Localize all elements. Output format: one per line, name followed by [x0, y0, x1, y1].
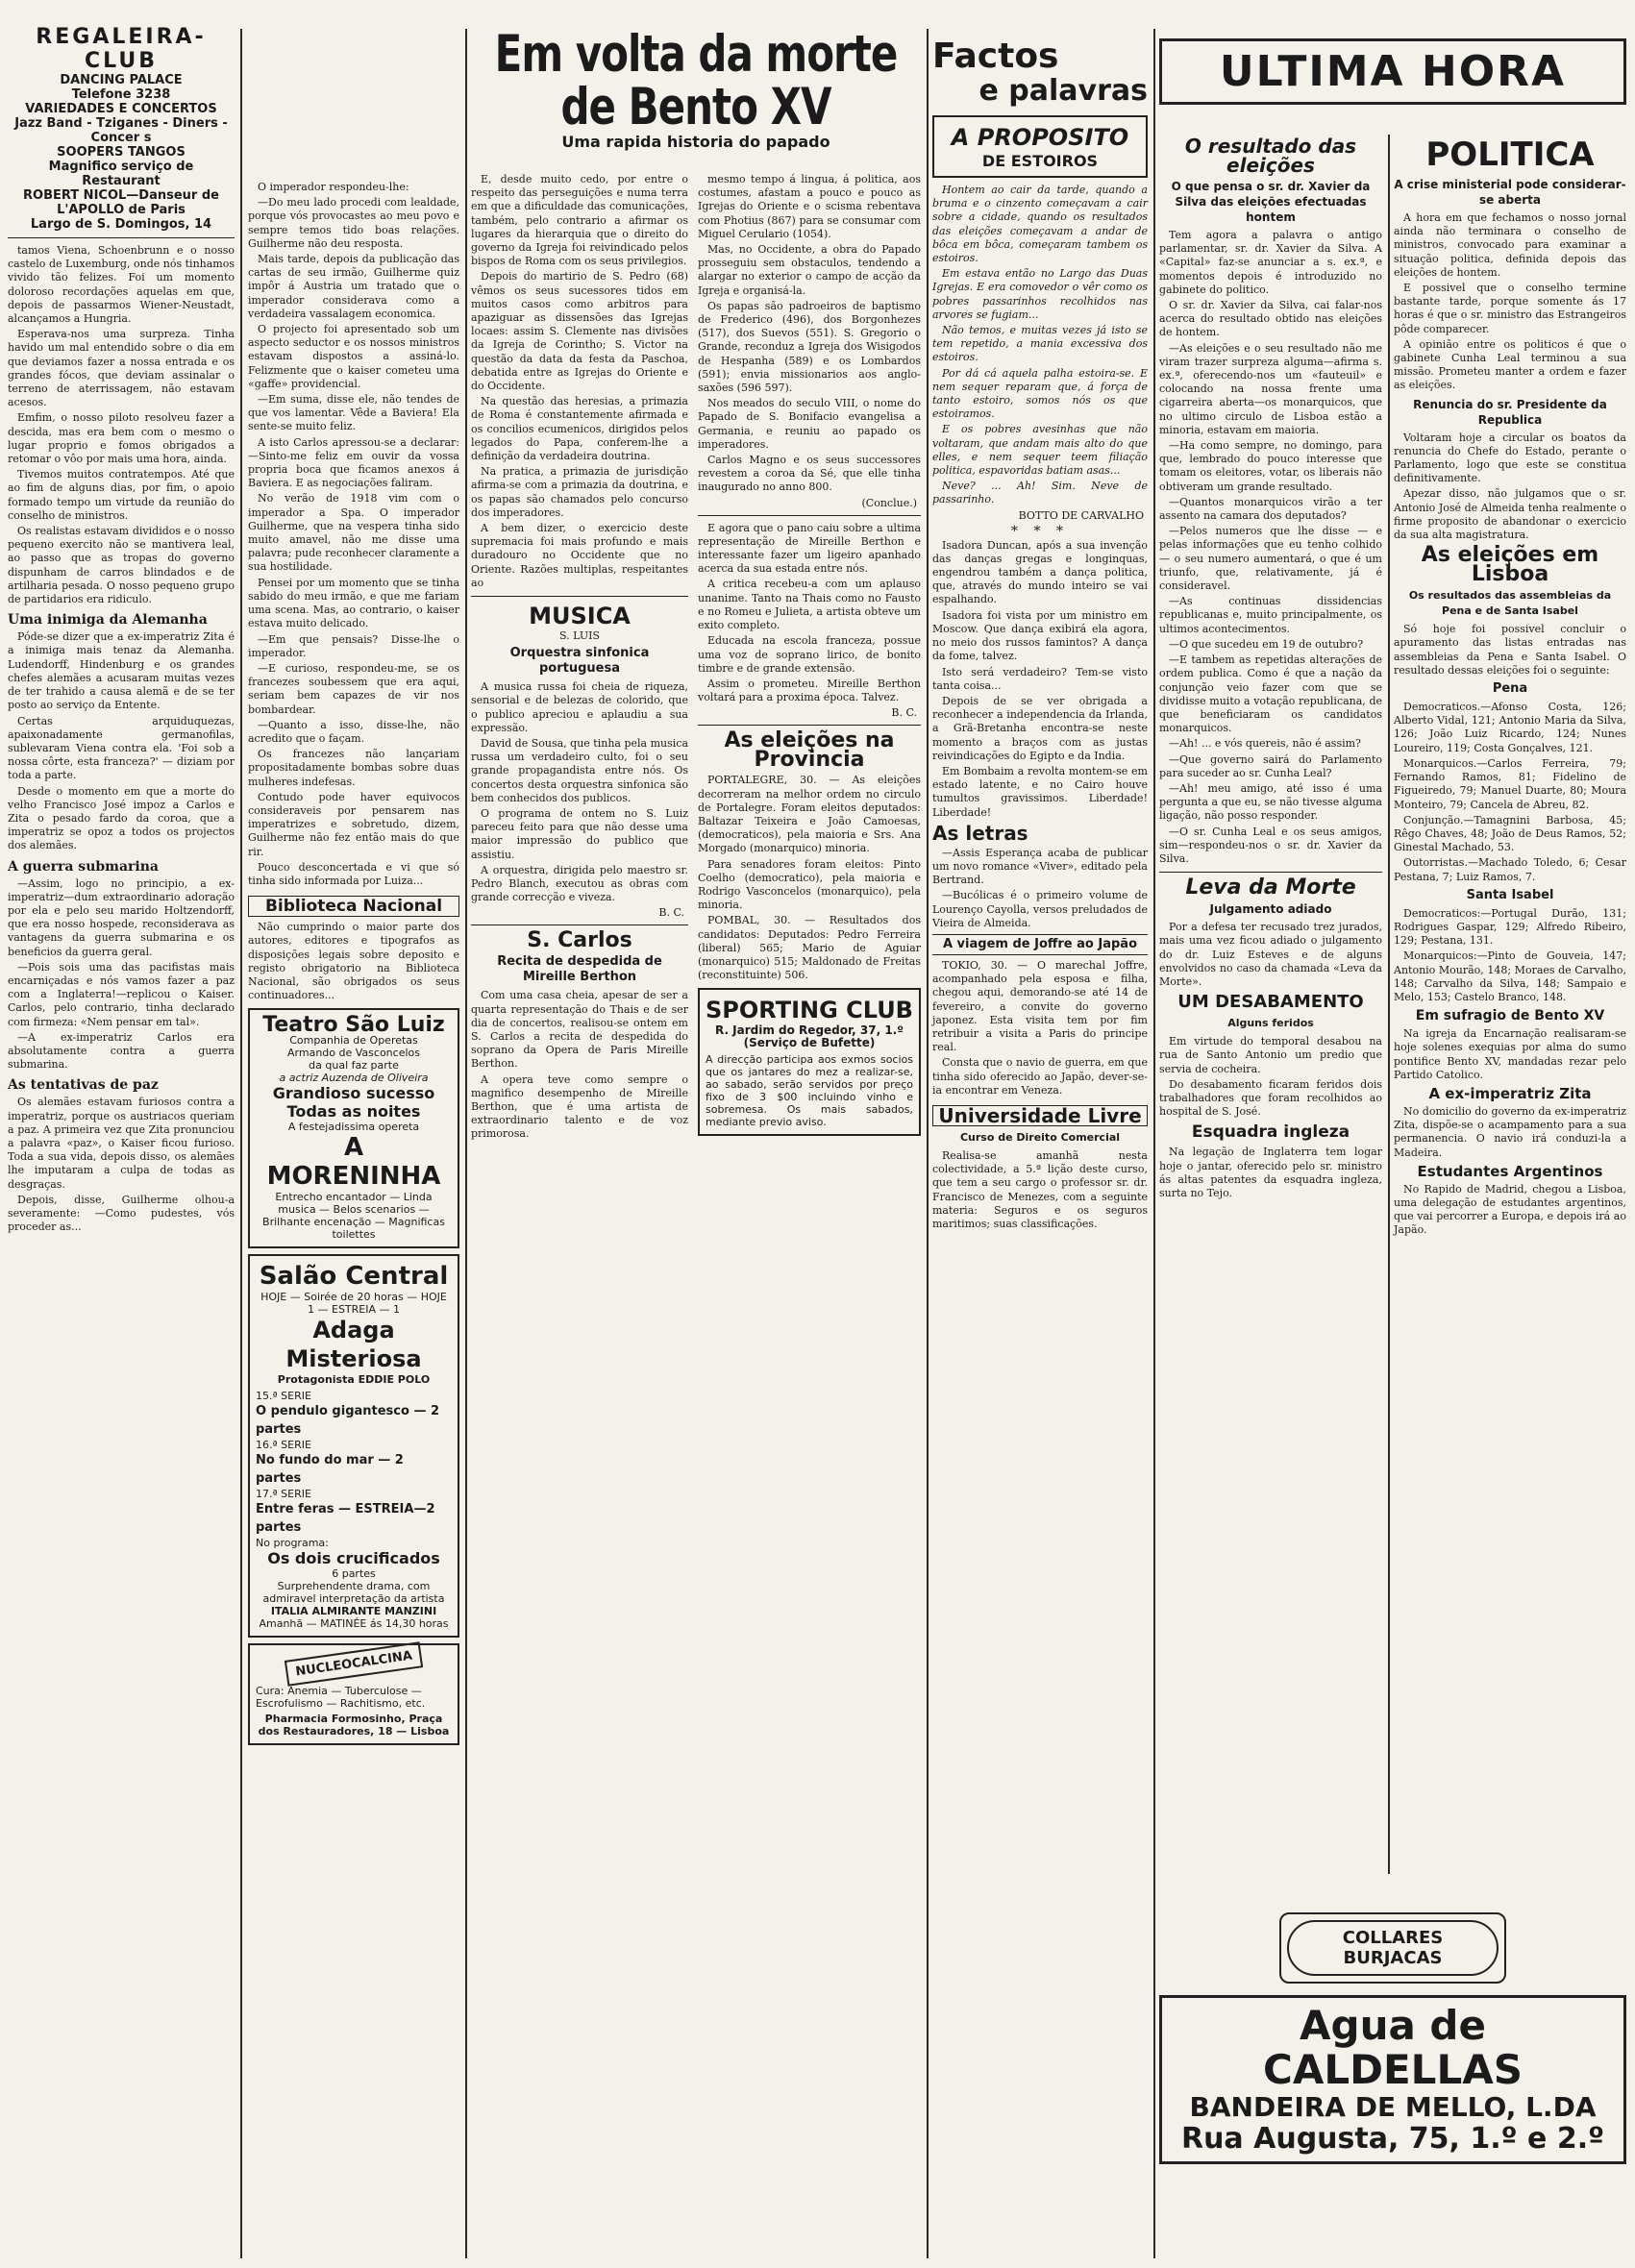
ad-item: ITALIA ALMIRANTE MANZINI [270, 1605, 437, 1618]
signature: (Conclue.) [861, 496, 917, 509]
paragraph: Só hoje foi possivel concluir o apuramento das listas entradas nas assembleias da Pena e Santa Isabel. O resultado dessas eleições foi o seguinte: [1394, 623, 1626, 677]
ad-line: da qual faz parte [309, 1059, 399, 1072]
paragraph: Nos meados do seculo VIII, o nome do Papado de S. Bonifacio evangelisa a Germania, e reuniu ao papado os imperadores. [698, 397, 921, 451]
estudantes-heading: Estudantes Argentinos [1417, 1162, 1603, 1180]
regaleira-line: SOOPERS TANGOS [57, 145, 186, 160]
paragraph: Depois de se ver obrigada a reconhecer a independencia da Irlanda, a Grã-Bretanha encontra-se neste momento a braços com as justas reivindicações do Egipto e da India. [932, 694, 1148, 762]
paragraph: Em virtude do temporal desabou na rua de Santo Antonio um predio que servia de cocheira. [1159, 1035, 1382, 1075]
politica-heading: POLITICA [1425, 136, 1595, 174]
paragraph: Monarquicos.—Carlos Ferreira, 79; Fernando Ramos, 81; Fidelino de Figueiredo, 79; Manuel Duarte, 80; Moura Monteiro, 79; Cancela de Abreu, 82. [1394, 756, 1626, 811]
paragraph: —As eleições e o seu resultado não me viram trazer surpreza alguma—afirma s. ex.ª, oferecendo-nos um «fauteuil» e colocando na nossa frente uma cigarreira aberta—os monarquicos, que no ultimo circulo de Lisboa estão a minoria, estavam em maioria. [1159, 341, 1382, 436]
paragraph: Voltaram hoje a circular os boatos da renuncia do Chefe do Estado, perante o Parlamento, logo que este se constitua definitivamente. [1394, 431, 1626, 485]
paragraph: Em Bombaim a revolta montem-se em estado latente, e no Cairo houve tumultos gravissimos. Liberdade! Liberdade! [932, 764, 1148, 819]
nucleocalcina-logo: NUCLEOCALCINA [285, 1642, 424, 1688]
resultado-heading: O resultado das eleições [1184, 135, 1357, 177]
paragraph: Pensei por um momento que se tinha sabido do meu irmão, e que me fariam uma scena. Mas, ao contrario, o kaiser estava muito delicado. [248, 576, 459, 630]
ad-title: SPORTING CLUB [706, 997, 913, 1024]
ad-film-title: Adaga Misteriosa [285, 1317, 422, 1373]
a-proposito-sub: DE ESTOIROS [981, 152, 1099, 170]
universidade-heading: Universidade Livre [932, 1105, 1148, 1126]
caldellas-title: Agua de CALDELLAS [1263, 2002, 1523, 2093]
leva-morte-heading: Leva da Morte [1185, 875, 1356, 900]
paragraph: Na igreja da Encarnação realisaram-se hoje solenes exequias por alma do sumo pontifice Bento XV, mandadas rezar pelo Partido Catolico. [1394, 1027, 1626, 1081]
paragraph: Desde o momento em que a morte do velho Francisco José impoz a Carlos e Zita o pesado fardo da coroa, que a imperatriz se opoz a todos os projectos dos alemães. [8, 784, 235, 852]
zita-heading: A ex-imperatriz Zita [1428, 1084, 1592, 1102]
paragraph: Os papas são padroeiros de baptismo de Frederico (496), dos Borgonhezes (517), dos Suevos (551). S. Gregorio o Grande, reconduz a Igreja dos Wisigodos de Hespanha (589) e os Lombardos (591); envia missionarios aos anglo-saxões (596 597). [698, 299, 921, 395]
column-rule [1388, 135, 1390, 1874]
paragraph: —Em que pensais? Disse-lhe o imperador. [248, 632, 459, 659]
paragraph: E agora que o pano caiu sobre a ultima representação de Mireille Berthon e interessante fazer um ligeiro apanhado acerca da sua estada entre nós. [698, 521, 921, 576]
ad-line: A festejadissima opereta [287, 1121, 420, 1134]
paragraph: Não temos, e muitas vezes já isto se tem repetido, a mania excessiva dos estoiros. [932, 324, 1148, 364]
ad-title: Teatro São Luiz [262, 1013, 445, 1038]
palavras-heading: e palavras [979, 74, 1148, 108]
paragraph: —Ah! ... e vós quereis, não é assim? [1169, 737, 1361, 751]
paragraph: —Assim, logo no principio, a ex-imperatriz—dum extraordinario adoração por ela e pelo seu marido Holtzendorff, que era nosso hospede, reconsiderava as vantagens da guerra submarina e os beneficios da guerra geral. [8, 876, 235, 958]
salao-central-ad [248, 1254, 459, 1638]
paragraph: Assim o prometeu. Mireille Berthon voltará para a proxima época. Talvez. [698, 677, 921, 704]
signature: B. C. [658, 906, 684, 920]
recita-heading: Recita de despedida de Mireille Berthon [497, 954, 662, 985]
ad-item: 6 partes [332, 1567, 376, 1581]
paragraph: E possivel que o conselho termine bastante tarde, porque somente ás 17 horas é que o sr. ministro das Estrangeiros pôde comparecer. [1394, 282, 1626, 335]
xavier-heading: O que pensa o sr. dr. Xavier da Silva das eleições efectuadas hontem [1171, 180, 1371, 224]
paragraph: Carlos Magno e os seus successores revestem a coroa da Sé, que elle tinha inaugurado no anno 800. [698, 454, 921, 494]
letras-heading: As letras [932, 821, 1028, 845]
regaleira-line: Magnifico serviço de Restaurant [48, 160, 194, 188]
column-rule [927, 29, 929, 2258]
caldellas-ad [1159, 1995, 1626, 2164]
ad-item: No programa: [256, 1537, 329, 1550]
ad-title: Salão Central [259, 1262, 449, 1292]
paragraph: Tem agora a palavra o antigo parlamentar, sr. dr. Xavier da Silva. A «Capital» faz-se anunciar a s. ex.ª, e momentos depois é introduzido no gabinete do politico. [1159, 229, 1382, 296]
paragraph: —Quantos monarquicos virão a ter assento na camara dos deputados? [1159, 495, 1382, 523]
paragraph: A critica recebeu-a com um aplauso unanime. Tanto na Thais como no Fausto e no Romeu e Julieta, a artista obteve um exito completo. [698, 578, 921, 632]
paragraph: Democraticos.—Afonso Costa, 126; Alberto Vidal, 121; Antonio Maria da Silva, 126; João Luiz Ricardo, 124; Nunes Loureiro, 119; Costa Gonçalves, 121. [1394, 701, 1626, 754]
paragraph: Tivemos muitos contratempos. Até que ao fim de alguns dias, por fim, o apoio formado tempo um virtude da reunião do conselho de ministros. [8, 468, 235, 522]
paragraph: Isadora foi vista por um ministro em Moscow. Que dança exibirá ela agora, no meio dos russos famintos? A dança da fome, talvez. [932, 608, 1148, 663]
scarlos-heading: S. Carlos [527, 928, 632, 953]
musica-heading: MUSICA [529, 603, 631, 630]
collares-label: COLLARES BURJACAS [1287, 1920, 1499, 1976]
paragraph: Com uma casa cheia, apesar de ser a quarta representação do Thais e de ser dia de concertos, realisou-se ontem em S. Carlos a recita de despedida do soprano da Opera de Paris Mireille Berthon. [471, 989, 688, 1071]
paragraph: Os alemães estavam furiosos contra a imperatriz, porque os austriacos queriam a paz. A primeira vez que Zita pronunciou a palavra «paz», o Kaiser ficou furioso. Toda a sua vida, depois disso, os alemães lhe imputaram a culpa de todas as desgraças. [8, 1096, 235, 1191]
column-2 [248, 181, 459, 1751]
paragraph: Emfim, o nosso piloto resolveu fazer a descida, mas era bem com o mesmo o lugar proprio e fomos obrigados a retomar o vôo por mais uma hora, ainda. [8, 411, 235, 466]
ad-line: Armando de Vasconcelos [287, 1047, 420, 1060]
eleicoes-provincia-heading: As eleições na Provincia [724, 728, 895, 773]
desabamento-heading: UM DESABAMENTO [1177, 992, 1364, 1013]
ad-subtitle: R. Jardim do Regedor, 37, 1.º [714, 1023, 904, 1038]
desabamento-sub: Alguns feridos [1227, 1017, 1314, 1030]
paragraph: PORTALEGRE, 30. — As eleições decorreram na melhor ordem no circulo de Portalegre. Foram eleitos deputados: Baltazar Teixeira e João Camoesas, (democraticos), pela maioria e Srs. Ana Morgado (monarquico) minoria. [698, 774, 921, 855]
eleicoes-lisboa-heading: As eleições em Lisboa [1421, 543, 1599, 587]
column-7 [1394, 133, 1626, 1240]
ad-item: Os dois crucificados [267, 1549, 440, 1568]
column-1 [8, 0, 235, 1236]
regaleira-line: Telefone 3238 [71, 87, 171, 102]
paragraph: Por dá cá aquela palha estoira-se. E nem sequer reparam que, á força de tanto estoiro, somos nós os que estoiramos. [932, 366, 1148, 421]
paragraph: —Do meu lado procedi com lealdade, porque vós provocastes ao meu povo e sempre temos tido boas relações. Guilherme não deu resposta. [248, 196, 459, 250]
nucleocalcina-ad [248, 1643, 459, 1745]
paragraph: Democraticos:—Portugal Durão, 131; Rodrigues Gaspar, 129; Alfredo Ribeiro, 129; Pestana, 131. [1394, 906, 1626, 948]
paragraph: Outorristas.—Machado Toledo, 6; Cesar Pestana, 7; Luiz Ramos, 7. [1394, 856, 1626, 883]
paragraph: Na pratica, a primazia de jurisdição afirma-se com a primazia da doutrina, e os papas são chamados pelo concurso dos imperadores. [471, 465, 688, 519]
regaleira-masthead: REGALEIRA-CLUB [36, 25, 207, 73]
section-heading: Uma inimiga da Alemanha [8, 612, 208, 629]
leva-morte-sub: Julgamento adiado [1209, 902, 1332, 917]
paragraph: Esperava-nos uma surpreza. Tinha havido um mal entendido sobre o dia em que deviamos fazer a nossa entrada e os grandes fócos, que deviam assinalar o terreno de aterrissagem, não estavam acesos. [8, 328, 235, 409]
regaleira-line: VARIEDADES E CONCERTOS [25, 102, 217, 116]
paragraph: A orquestra, dirigida pelo maestro sr. Pedro Blanch, executou as obras com grande correcção e viveza. [471, 863, 688, 904]
regaleira-line: Largo de S. Domingos, 14 [30, 217, 212, 232]
paragraph: No domicilio do governo da ex-imperatriz Zita, dispõe-se o acampamento para a sua permanencia. O navio irá conduzi-la a Madeira. [1394, 1104, 1626, 1159]
paragraph: —A ex-imperatriz Carlos era absolutamente contra a guerra submarina. [8, 1030, 235, 1072]
paragraph: Não cumprindo o maior parte dos autores, editores e tipografos as disposições legais sobre deposito e registo obrigatorio na Biblioteca Nacional, são obrigados os seus continuadores... [248, 921, 459, 1002]
ad-footer: Entrecho encantador — Linda musica — Belos scenarios — Brilhante encenação — Magnificas toilettes [262, 1191, 445, 1242]
paragraph: —Ha como sempre, no domingo, para que, lembrado do pouco interesse que tomam os eleitores, votar, os liberais não obtiveram um grande resultado. [1159, 439, 1382, 493]
paragraph: No verão de 1918 vim com o imperador a Spa. O imperador Guilherme, que na vespera tinha sido muito amavel, não me disse uma palavra; pude reconhecer claramente a sua hostilidade. [248, 492, 459, 574]
paragraph: —E curioso, respondeu-me, se os francezes soubessem que era aqui, seriam bem capazes de vir nos bombardear. [248, 661, 459, 716]
paragraph: Na legação de Inglaterra tem logar hoje o jantar, oferecido pelo sr. ministro ás altas patentes da esquadra ingleza, surta no Tejo. [1159, 1146, 1382, 1199]
column-6 [1159, 133, 1382, 1202]
paragraph: Na questão das heresias, a primazia de Roma é constantemente afirmada e os concilios ecumenicos, dirigidos pelos legados do Papa, conferem-lhe a definição da verdadeira doutrina. [471, 395, 688, 463]
paragraph: Contudo pode haver equivocos consideraveis por pensarem nas imperatrizes e sobretudo, dizem, Guilherme não fez então mais do que rir. [248, 790, 459, 858]
ad-item: Surprehendente drama, com admiravel interpretação da artista [262, 1580, 445, 1606]
paragraph: Os realistas estavam divididos e o nosso pequeno exercito não se mantivera leal, ao passo que as tropas do governo dispunham de carros blindados e de artilharia pesada. O nosso pequeno grupo de partidarios era ridiculo. [8, 525, 235, 606]
musica-venue: S. LUIS [559, 629, 600, 643]
paragraph: Para senadores foram eleitos: Pinto Coelho (democratico), pela maioria e Rodrigo Vasconcelos (monarquico), pela minoria. [698, 857, 921, 912]
ad-line: Todas as noites [286, 1102, 421, 1122]
ad-footer: Pharmacia Formosinho, Praça dos Restauradores, 18 — Lisboa [258, 1713, 450, 1738]
paragraph: —O que sucedeu em 19 de outubro? [1169, 637, 1364, 651]
crise-heading: A crise ministerial pode considerar-se aberta [1394, 178, 1626, 207]
ad-subtitle: (Serviço de Bufette) [743, 1036, 876, 1050]
paragraph: Realisa-se amanhã nesta colectividade, a 5.ª lição deste curso, que tem a seu cargo o professor sr. dr. Francisco de Menezes, com a seguinte materia: Seguros e os seguros maritimos; suas classificações. [932, 1148, 1148, 1230]
signature: B. C. [891, 706, 917, 720]
caldellas-address: Rua Augusta, 75, 1.º e 2.º [1180, 2122, 1605, 2156]
paragraph: Do desabamento ficaram feridos dois trabalhadores que foram recolhidos ao hospital de S. José. [1159, 1077, 1382, 1119]
paragraph: No Rapido de Madrid, chegou a Lisboa, uma delegação de estudantes argentinos, que vai percorrer a Europa, e depois irá ao Japão. [1394, 1182, 1626, 1237]
sporting-club-ad [698, 988, 921, 1136]
ad-text: Cura: Anemia — Tuberculose — Escrofulismo — Rachitismo, etc. [256, 1685, 426, 1711]
factos-heading: Factos [932, 37, 1059, 76]
paragraph: —Pelos numeros que lhe disse — e pelas informações que eu tenho colhido — o seu numero aumentará, o que é um triunfo, que, relativamente, já é consideravel. [1159, 525, 1382, 593]
ad-show-title: A MORENINHA [266, 1133, 441, 1192]
regaleira-line: ROBERT NICOL—Danseur de L'APOLLO de Paris [23, 188, 219, 217]
ad-item: Entre feras — ESTREIA—2 partes [256, 1502, 435, 1536]
biblioteca-heading: Biblioteca Nacional [248, 896, 459, 917]
paragraph: O sr. dr. Xavier da Silva, cai falar-nos acerca do resultado obtido nas eleições de hontem. [1159, 299, 1382, 339]
paragraph: Hontem ao cair da tarde, quando a bruma e o cinzento começavam a cair sobre a cidade, quando os resultados das eleições começavam a andar de bôca em bôca, começaram tambem os estoiros. [932, 184, 1148, 265]
pena-heading: Pena [1492, 681, 1528, 697]
ad-item: 17.ª SERIE [256, 1488, 311, 1501]
paragraph: A opera teve como sempre o magnifico desempenho de Mireille Berthon, que é uma artista de extraordinario talento e de voz primorosa. [471, 1072, 688, 1141]
paragraph: —Quanto a isso, disse-lhe, não acredito que o façam. [248, 718, 459, 745]
ad-line: HOJE — Soirée de 20 horas — HOJE [260, 1291, 447, 1304]
paragraph: A isto Carlos apressou-se a declarar: —Sinto-me feliz em ouvir da vossa propria boca que ficamos anexos á Baviera. E as negociações faliram. [248, 435, 459, 490]
ad-item: Amanhã — MATINÉE ás 14,30 horas [259, 1617, 449, 1631]
paragraph: —Que governo sairá do Parlamento para suceder ao sr. Cunha Leal? [1159, 752, 1382, 779]
paragraph: Em estava então no Largo das Duas Igrejas. E era comovedor o vêr como os pobres passarinhos recolhidos nas arvores se fugiam... [932, 267, 1148, 321]
separator-stars: * * * [1011, 523, 1069, 539]
article-headline: Em volta da morte de Bento XV [494, 24, 898, 136]
paragraph: E os pobres avesinhas que não voltaram, que andam mais alto do que elles, e nem sequer teem filiação politica, espavoridas batiam asas... [932, 423, 1148, 478]
paragraph: Mais tarde, depois da publicação das cartas de seu irmão, Guilherme quiz impôr á Austria um tratado que o imperador considerava como a verdadeira vassalagem economica. [248, 253, 459, 320]
renuncia-heading: Renuncia do sr. Presidente da Republica [1413, 397, 1607, 427]
column-rule [240, 29, 242, 2258]
ad-line: Grandioso sucesso [272, 1084, 435, 1103]
section-heading: As tentativas de paz [8, 1077, 159, 1094]
bento-xv-article [471, 0, 921, 154]
paragraph: Mas, no Occidente, a obra do Papado prosseguiu sem obstaculos, tendendo a alargar no exterior o campo de acção da Igreja e organisá-la. [698, 243, 921, 297]
a-proposito-box [932, 115, 1148, 178]
section-heading: A guerra submarina [8, 858, 159, 875]
paragraph: Conjunção.—Tamagnini Barbosa, 45; Rêgo Chaves, 48; João de Deus Ramos, 52; Ginestal Machado, 53. [1394, 813, 1626, 854]
paragraph: —Assis Esperança acaba de publicar um novo romance «Viver», editado pela Bertrand. [932, 846, 1148, 887]
column-3 [471, 173, 688, 1144]
paragraph: Os francezes não lançariam propositadamente bombas sobre duas mulheres indefesas. [248, 748, 459, 788]
paragraph: O projecto foi apresentado sob um aspecto seductor e os nossos ministros estavam dispostos a assiná-lo. Felizmente que o kaiser cometeu uma «gaffe» providencial. [248, 323, 459, 390]
sufragio-heading: Em sufragio de Bento XV [1415, 1008, 1605, 1024]
paragraph: Monarquicos:—Pinto de Gouveia, 147; Antonio Mourão, 148; Moraes de Carvalho, 148; Carvalho da Silva, 148; Sampaio e Melo, 153; Castelo Branco, 148. [1394, 949, 1626, 1003]
paragraph: Apezar disso, não julgamos que o sr. Antonio José de Almeida tenha realmente o firme proposito de abandonar o exercicio da sua alta magistratura. [1394, 487, 1626, 542]
ad-item: O pendulo gigantesco — 2 partes [256, 1404, 440, 1438]
paragraph: mesmo tempo á lingua, á politica, aos costumes, afastam a pouco e pouco as Igrejas do Oriente e o scisma rebentava com Photius (867) para se consumar com Miguel Cerulario (1054). [698, 173, 921, 240]
regaleira-line: Jazz Band - Tziganes - Diners - Concer s [14, 116, 228, 145]
ad-item: 16.ª SERIE [256, 1439, 311, 1452]
paragraph: Póde-se dizer que a ex-imperatriz Zita é a inimiga mais tenaz da Alemanha. Ludendorff, Hindenburg e os grandes chefes alemães a acusaram muitas vezes de ter trahido a causa alemã e de se ter posto ao serviço da Entente. [8, 630, 235, 712]
paragraph: Pouco desconcertada e vi que só tinha sido informada por Luiza... [248, 860, 459, 887]
ad-line: Companhia de Operetas [289, 1034, 418, 1048]
column-rule [465, 29, 467, 2258]
bottom-ads [1159, 1912, 1626, 2170]
paragraph: —E tambem as repetidas alterações de ordem publica. Como é que a nação da conjunção veio fazer com que se dividisse muito a votação republicana, de que beneficiaram os candidatos monarquicos. [1159, 653, 1382, 735]
paragraph: TOKIO, 30. — O marechal Joffre, acompanhado pela esposa e filha, chegou aqui, demorando-se até 14 de fevereiro, a convite do governo japonez. Esta visita tem por fim retribuir a visita a Paris do principe real. [932, 958, 1148, 1054]
a-proposito-title: A PROPOSITO [951, 124, 1129, 151]
paragraph: POMBAL, 30. — Resultados dos candidatos: Deputados: Pedro Ferreira (liberal) 565; Mario de Aguiar (monarquico) 515; Maldonado de Freitas (reconstituinte) 506. [698, 914, 921, 982]
paragraph: —Bucólicas é o primeiro volume de Lourenço Cayolla, versos preludados de Vieira de Almeida. [932, 889, 1148, 929]
paragraph: Por a defesa ter recusado trez jurados, mais uma vez ficou adiado o julgamento do dr. Luiz Esteves e de alguns envolvidos no caso da chamada «Leva da Morte». [1159, 921, 1382, 988]
paragraph: —Ah! meu amigo, até isso é uma pergunta a que eu, se não tivesse alguma ligação, não posso responder. [1159, 781, 1382, 823]
column-4 [698, 173, 921, 1142]
caldellas-firm: BANDEIRA DE MELLO, L.DA [1189, 2091, 1597, 2123]
paragraph: tamos Viena, Schoenbrunn e o nosso castelo de Luxemburg, onde nós tinhamos vivido tão felizes. Foi um momento doloroso recordações aquelas em que, depois de passarmos Wiener-Neustadt, alcançamos a Hungria. [8, 244, 235, 326]
paragraph: E, desde muito cedo, por entre o respeito das perseguições e numa terra em que a dificuldade das comunicações, também, pelo contrario a afirmar os lugares da hierarquia que o direito do governo da Igreja foi reivindicado pelos bispos de Roma com os seus privilegios. [471, 173, 688, 268]
paragraph: A musica russa foi cheia de riqueza, sensorial e de belezas de colorido, que o publico apreciou e aplaudiu a sua expressão. [471, 680, 688, 734]
signature: BOTTO DE CARVALHO [1018, 508, 1144, 522]
paragraph: —Em suma, disse ele, não tendes de que vos lamentar. Vêde a Baviera! Ela sente-se muito feliz. [248, 393, 459, 433]
ad-item: No fundo do mar — 2 partes [256, 1453, 404, 1487]
ad-item: 15.ª SERIE [256, 1390, 311, 1403]
paragraph: Consta que o navio de guerra, em que tinha sido oferecido ao Japão, dever-se-ia encontrar em Veneza. [932, 1056, 1148, 1097]
paragraph: —Pois sois uma das pacifistas mais encarniçadas e nós vamos fazer a paz com a Inglaterra!—replicou o Kaiser. Carlos, pelo contrario, tinha declarado com firmeza: «Nem pensar em tal». [8, 960, 235, 1028]
ad-line: a actriz Auzenda de Oliveira [279, 1072, 429, 1085]
paragraph: Neve? ... Ah! Sim. Neve de passarinho. [932, 480, 1148, 506]
paragraph: Certas arquiduquezas, apaixonadamente germanofilas, sublevaram Viena contra ela. 'Foi sob a nossa côrte, esta franceza?' — diziam por toda a parte. [8, 714, 235, 782]
paragraph: David de Sousa, que tinha pela musica russa um verdadeiro culto, foi o seu grande propagandista entre nós. Os concertos desta orquestra sinfonica são bem conhecidos dos publicos. [471, 736, 688, 804]
santa-isabel-heading: Santa Isabel [1466, 887, 1554, 902]
collares-burjacas-ad [1279, 1912, 1506, 1984]
esquadra-heading: Esquadra ingleza [1191, 1122, 1350, 1143]
column-5 [932, 0, 1148, 1233]
ad-star: Protagonista EDDIE POLO [277, 1373, 431, 1387]
joffre-heading: A viagem de Joffre ao Japão [932, 934, 1148, 955]
ultima-hora-section [1159, 0, 1626, 109]
ultima-hora-banner: ULTIMA HORA [1159, 38, 1626, 105]
paragraph: Depois, disse, Guilherme olhou-a severamente: —Como pudestes, vós proceder as... [8, 1193, 235, 1234]
paragraph: —O sr. Cunha Leal e os seus amigos, sim—respondeu-nos o sr. dr. Xavier da Silva. [1159, 825, 1382, 865]
ad-line: 1 — ESTREIA — 1 [308, 1303, 400, 1317]
paragraph: O programa de ontem no S. Luiz pareceu feito para que não desse uma maior impressão do publico que assistiu. [471, 806, 688, 861]
paragraph: Isadora Duncan, após a sua invenção das danças gregas e longinquas, engendrou também a dança politica, que, através do mundo inteiro se vai espalhando. [932, 538, 1148, 606]
article-subheadline: Uma rapida historia do papado [561, 133, 830, 151]
universidade-sub: Curso de Direito Comercial [959, 1130, 1121, 1144]
paragraph: A hora em que fechamos o nosso jornal ainda não terminara o conselho de ministros, convocado para examinar a situação politica, definida depois das eleições de hontem. [1394, 211, 1626, 279]
paragraph: O imperador respondeu-lhe: [258, 181, 409, 193]
paragraph: A bem dizer, o exercicio deste supremacia foi mais profundo e mais duradouro no Occidente que no Oriente. Razões multiplas, respeitantes ao [471, 522, 688, 589]
ad-text: A direcção participa aos exmos socios que os jantares do mez a realizar-se, ao sabado, serão servidos por preço fixo de 3 $00 incluindo vinho e sobremesa. Os mais sabados, mediante previo aviso. [706, 1053, 913, 1129]
eleicoes-lisboa-sub: Os resultados das assembleias da Pena e de Santa Isabel [1408, 589, 1612, 618]
orquestra-heading: Orquestra sinfonica portuguesa [509, 646, 650, 677]
paragraph: Depois do martirio de S. Pedro (68) vêmos os seus sucessores tidos em muitos casos como arbitros para apaziguar as dissensões das Igrejas locaes: assim S. Clemente nas divisões da Igreja de Corintho; S. Victor na questão da data da festa da Paschoa, debatida entre as Igrejas do Oriente e do Occidente. [471, 270, 688, 393]
paragraph: Educada na escola franceza, possue uma voz de soprano lirico, de bonito timbre e de grande extensão. [698, 634, 921, 675]
paragraph: —As continuas dissidencias republicanas e, muito principalmente, os ultimos acontecimentos. [1159, 595, 1382, 635]
teatro-sao-luiz-ad [248, 1008, 459, 1248]
paragraph: A opinião entre os politicos é que o gabinete Cunha Leal terminou a sua missão. Prometeu manter a ordem e fazer as eleições. [1394, 337, 1626, 392]
regaleira-line: DANCING PALACE [60, 73, 183, 87]
column-rule [1153, 29, 1155, 2258]
paragraph: Isto será verdadeiro? Tem-se visto tanta coisa... [932, 665, 1148, 692]
